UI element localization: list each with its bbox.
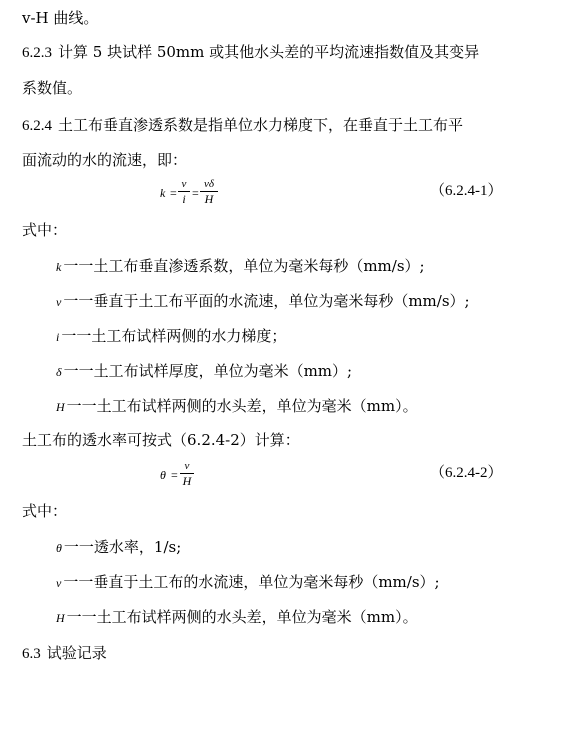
formula-equals: = (171, 468, 178, 482)
definition-i (56, 326, 286, 347)
fraction-denominator: H (204, 192, 214, 206)
section-text: 计算 5 块试样 50mm 或其他水头差的平均流速指数值及其变异 (58, 43, 480, 61)
section-number: 6.3 (22, 646, 41, 662)
symbol: δ (56, 365, 62, 379)
symbol: k (56, 260, 62, 274)
definition-text: 一一垂直于土工布的水流速，单位为毫米每秒（mm/s）; (63, 573, 440, 591)
definition-theta (56, 537, 181, 558)
fraction-denominator: H (182, 474, 192, 488)
definition-text: 一一土工布试样厚度，单位为毫米（mm）; (63, 362, 353, 380)
symbol: H (56, 611, 65, 625)
fraction-numerator: vδ (204, 178, 214, 190)
section-title: 试验记录 (46, 644, 107, 662)
text-line: 土工布的透水率可按式（6.2.4-2）计算： (22, 431, 300, 449)
equation-number: （6.2.4-2） (430, 465, 503, 481)
fraction-denominator: i (182, 192, 186, 206)
definition-k (56, 256, 425, 277)
formula-lhs: k (160, 186, 166, 200)
where-label: 式中： (22, 221, 68, 239)
symbol: θ (56, 541, 62, 555)
formula-equals: = (192, 186, 199, 200)
section-number: 6.2.4 (22, 118, 52, 134)
definition-text: 一一土工布垂直渗透系数，单位为毫米每秒（mm/s）; (63, 257, 425, 275)
section-6-2-3 (22, 42, 479, 63)
definition-h (56, 396, 418, 417)
definition-text: 一一透水率，1/s; (63, 538, 182, 556)
definition-text: 一一土工布试样两侧的水头差，单位为毫米（mm）。 (66, 397, 418, 415)
formula-lhs: θ (160, 468, 166, 482)
text-line: 系数值。 (22, 79, 83, 97)
section-6-2-4 (22, 115, 463, 136)
symbol: i (56, 330, 60, 344)
formula-equals: = (170, 186, 177, 200)
equation-number: （6.2.4-1） (430, 183, 503, 199)
fraction-vdelta-over-h (200, 177, 218, 206)
definition-v (56, 572, 440, 593)
fraction-numerator: v (181, 178, 187, 190)
definition-delta (56, 361, 352, 382)
definition-h (56, 607, 418, 628)
definition-text: 一一土工布试样两侧的水头差，单位为毫米（mm）。 (66, 608, 418, 626)
section-number: 6.2.3 (22, 45, 52, 61)
fraction-v-over-i (178, 177, 190, 206)
definition-text: 一一土工布试样两侧的水力梯度； (61, 327, 287, 345)
symbol: H (56, 400, 65, 414)
text-line: 面流动的水的流速，即： (22, 151, 188, 169)
symbol: v (56, 576, 62, 590)
section-6-3 (22, 643, 107, 664)
definition-v (56, 291, 470, 312)
symbol: v (56, 295, 62, 309)
definition-text: 一一垂直于土工布平面的水流速，单位为毫米每秒（mm/s）; (63, 292, 470, 310)
text-line: v-H 曲线。 (22, 9, 99, 27)
fraction-v-over-h (180, 459, 194, 488)
fraction-numerator: v (184, 460, 190, 472)
where-label: 式中： (22, 502, 68, 520)
section-text: 土工布垂直渗透系数是指单位水力梯度下，在垂直于土工布平 (58, 116, 464, 134)
